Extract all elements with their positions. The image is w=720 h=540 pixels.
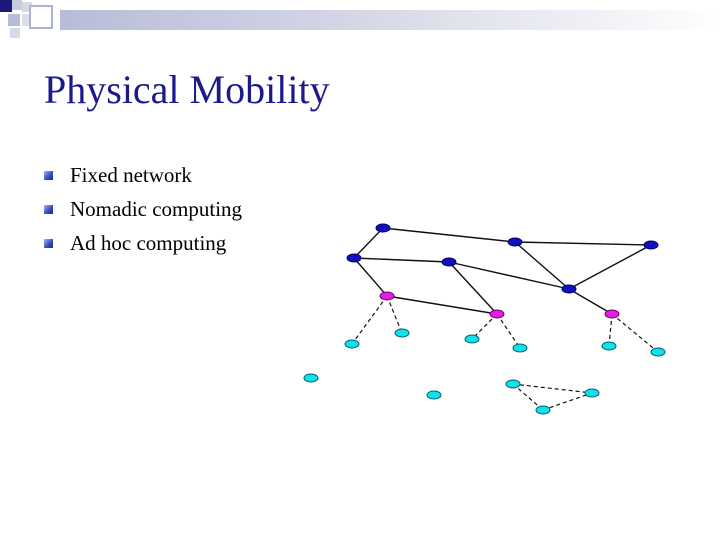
mobile-node: [651, 348, 665, 356]
fixed-node: [508, 238, 522, 246]
mobile-node: [395, 329, 409, 337]
bullet-label: Ad hoc computing: [70, 231, 227, 255]
fixed-node: [347, 254, 361, 262]
mobile-node: [345, 340, 359, 348]
bullet-item-nomadic-computing: [44, 194, 242, 228]
square-bullet-icon: [44, 171, 53, 180]
network-diagram: [290, 210, 680, 430]
fixed-links: [354, 228, 651, 314]
mobile-node: [506, 380, 520, 388]
fixed-node: [644, 241, 658, 249]
square-bullet-icon: [44, 239, 53, 248]
access-points: [380, 292, 619, 318]
bullet-item-ad-hoc-computing: [44, 228, 242, 262]
mobile-node: [585, 389, 599, 397]
bullet-list: [44, 160, 242, 262]
mobile-node: [536, 406, 550, 414]
bullet-label: Nomadic computing: [70, 197, 243, 221]
mobile-node: [427, 391, 441, 399]
fixed-nodes: [347, 224, 658, 293]
mobile-node: [304, 374, 318, 382]
mobile-node: [465, 335, 479, 343]
access-point-node: [490, 310, 504, 318]
access-point-node: [380, 292, 394, 300]
fixed-node: [442, 258, 456, 266]
mobile-node: [602, 342, 616, 350]
header-squares-icon: [0, 0, 720, 40]
square-bullet-icon: [44, 205, 53, 214]
access-point-node: [605, 310, 619, 318]
bullet-label: Fixed network: [70, 163, 192, 187]
fixed-node: [376, 224, 390, 232]
bullet-item-fixed-network: [44, 160, 242, 194]
slide-title: Physical Mobility: [44, 67, 330, 112]
fixed-node: [562, 285, 576, 293]
mobile-node: [513, 344, 527, 352]
header-decoration: [0, 0, 720, 40]
mobile-nodes: [304, 329, 665, 414]
